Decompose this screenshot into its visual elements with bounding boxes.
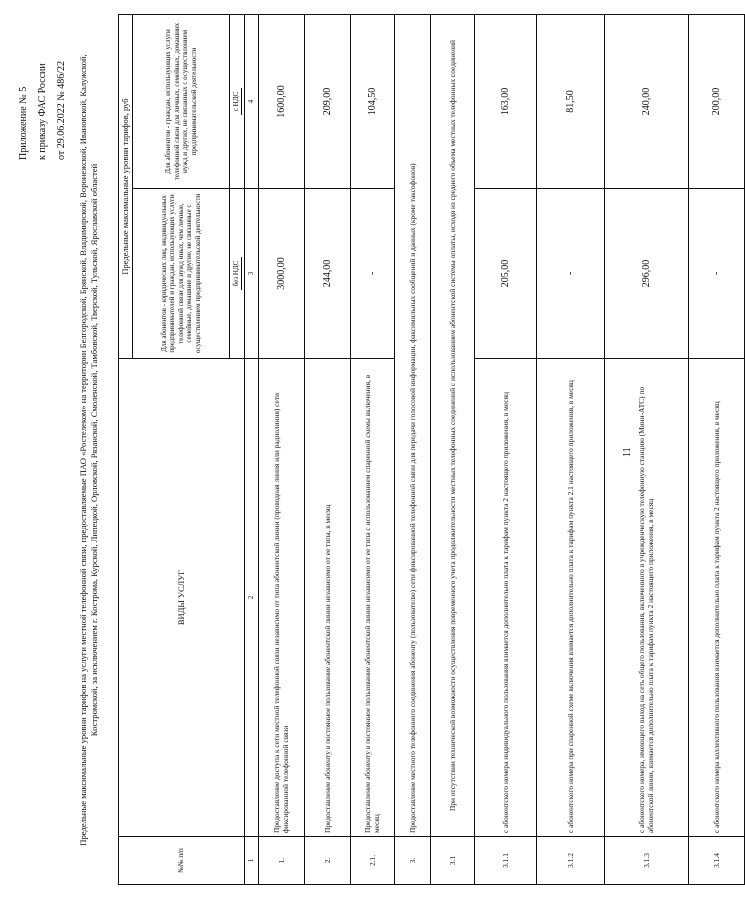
header-levels: Предельные максимальные уровни тарифов, руб xyxy=(119,14,133,358)
row-num: 3.1 xyxy=(430,837,474,885)
row-name: с абонентского номера индивидуального пользования взимается дополнительно плата к тарифам пункта 2 настоящего приложения, в месяц xyxy=(474,359,536,837)
row-citizens-value: 163,00 xyxy=(474,14,536,188)
row-legal-value: 205,00 xyxy=(474,189,536,359)
header-vat-incl xyxy=(230,14,245,188)
appendix-block xyxy=(14,10,71,160)
row-num: 2.1. xyxy=(350,837,394,885)
row-citizens-value: 104,50 xyxy=(350,14,394,188)
table-row xyxy=(304,14,350,884)
row-num: 3.1.1 xyxy=(474,837,536,885)
vat-excl-label: без НДС xyxy=(232,257,242,291)
col-number-2: 2 xyxy=(244,359,258,837)
row-legal-value: 296,00 xyxy=(604,189,688,359)
tariff-table xyxy=(118,14,745,885)
row-legal-value: - xyxy=(350,189,394,359)
table-row xyxy=(474,14,536,884)
vat-incl-label: с НДС xyxy=(232,88,242,115)
row-name: Предоставление абоненту в постоянное пользование абонентской линии независимо от ее типа с использованием спаренной схемы включения, в месяц xyxy=(350,359,394,837)
row-num: 3. xyxy=(394,837,430,885)
row-name: Предоставление абоненту в постоянное пользование абонентской линии независимо от ее типа, в месяц xyxy=(304,359,350,837)
row-citizens-value: 81,50 xyxy=(536,14,604,188)
header-services: ВИДЫ УСЛУГ xyxy=(119,359,245,837)
row-num: 3.1.4 xyxy=(688,837,744,885)
row-name: с абонентского номера при спаренной схеме включения взимается дополнительно плата к тарифам пункта 2.1 настоящего приложения, в месяц xyxy=(536,359,604,837)
row-name: Предоставление местного телефонного соединения абоненту (пользователю) сети фиксированной телефонной связи для передачи голосовой информации, факсимильных сообщений и данных (кроме таксофонов) xyxy=(394,14,430,836)
appendix-line-3: от 29.06.2022 № 486/22 xyxy=(56,60,67,160)
row-citizens-value: 1600,00 xyxy=(258,14,304,188)
row-citizens-value: 240,00 xyxy=(604,14,688,188)
row-name: Предоставление доступа к сети местной телефонной связи независимо от типа абонентской линии (проводная линия или радиолиния) сети фиксированной телефонной связи xyxy=(258,359,304,837)
header-num: №№ п/п xyxy=(119,837,245,885)
table-row xyxy=(430,14,474,884)
row-num: 1. xyxy=(258,837,304,885)
row-citizens-value: 209,00 xyxy=(304,14,350,188)
row-name: с абонентского номера коллективного пользования взимается дополнительно плата к тарифам пункта 2 настоящего приложения, в месяц xyxy=(688,359,744,837)
row-legal-value: - xyxy=(536,189,604,359)
table-row xyxy=(394,14,430,884)
row-legal-value: 3000,00 xyxy=(258,189,304,359)
appendix-line-2: к приказу ФАС России xyxy=(37,63,48,160)
header-row-1 xyxy=(119,14,133,884)
header-vat-excl xyxy=(230,189,245,359)
row-num: 3.1.3 xyxy=(604,837,688,885)
col-number-3: 3 xyxy=(244,189,258,359)
row-citizens-value: 200,00 xyxy=(688,14,744,188)
row-num: 2. xyxy=(304,837,350,885)
row-legal-value: - xyxy=(688,189,744,359)
appendix-line-1: Приложение № 5 xyxy=(18,86,29,160)
page-number: 11 xyxy=(622,447,633,457)
column-number-row xyxy=(244,14,258,884)
table-row xyxy=(350,14,394,884)
row-name: При отсутствии технической возможности осуществления повременного учета продолжительности местных телефонных соединений с использованием абонентской системы оплаты, исходя из среднего объема местных телефонных соединений xyxy=(430,14,474,836)
header-citizens: Для абонентов - граждан, использующих услуги телефонной связи для личных, семейных, домашних нужд и других, не связанных с осуществлением предпринимательской деятельности xyxy=(133,14,230,188)
table-row xyxy=(536,14,604,884)
row-name: с абонентского номера, имеющего выход на сеть общего пользования, включенного в учрежденческую телефонную станцию (Мини-АТС) по абонентской линии, взимается дополнительно плата к тарифам пункта 2 настоящего приложения, в месяц xyxy=(604,359,688,837)
table-row xyxy=(688,14,744,884)
document-title: Предельные максимальные уровни тарифов на услуги местной телефонной связи, предоставляемые ПАО «Ростелеком» на территории Белгородской, Брянской, Владимирской, Воронежской, Ивановской, Калужской, Костромской, за исключением г. Кострома, Курской, Липецкой, Орловской, Рязанской, Смоленской, Тамбовской, Тверской, Тульской, Ярославской областей xyxy=(78,54,99,846)
table-row xyxy=(604,14,688,884)
table-row xyxy=(258,14,304,884)
row-num: 3.1.2 xyxy=(536,837,604,885)
col-number-4: 4 xyxy=(244,14,258,188)
col-number-1: 1 xyxy=(244,837,258,885)
row-legal-value: 244,00 xyxy=(304,189,350,359)
header-legal: Для абонентов - юридических лиц, индивидуальных предпринимателей и граждан, использующих услуги телефонной связи для нужд иных, чем личные, семейные, домашние и другие, не связанные с осуществлением предпринимательской деятельности xyxy=(133,189,230,359)
